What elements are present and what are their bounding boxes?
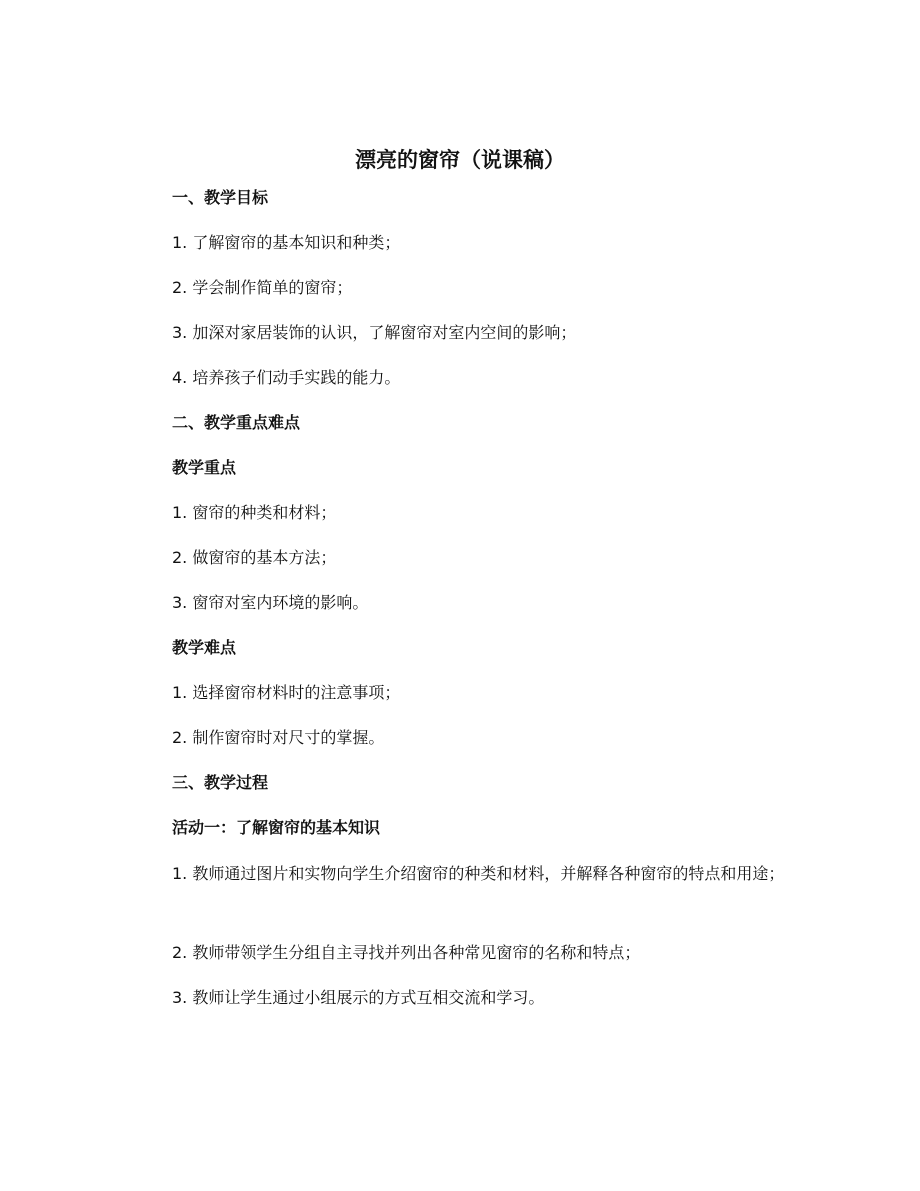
subheading-activity-1: 活动一：了解窗帘的基本知识 <box>172 818 381 837</box>
objective-item: 4. 培养孩子们动手实践的能力。 <box>172 368 401 387</box>
objective-item: 2. 学会制作简单的窗帘； <box>172 278 353 297</box>
objective-item: 3. 加深对家居装饰的认识，了解窗帘对室内空间的影响； <box>172 323 577 342</box>
subheading-focus: 教学重点 <box>172 458 237 477</box>
activity-item: 2. 教师带领学生分组自主寻找并列出各种常见窗帘的名称和特点； <box>172 943 641 962</box>
section-heading-key-points: 二、教学重点难点 <box>172 413 301 432</box>
focus-item: 2. 做窗帘的基本方法； <box>172 548 337 567</box>
difficulty-item: 2. 制作窗帘时对尺寸的掌握。 <box>172 728 385 747</box>
section-heading-process: 三、教学过程 <box>172 773 269 792</box>
activity-item: 3. 教师让学生通过小组展示的方式互相交流和学习。 <box>172 988 545 1007</box>
activity-item: 1. 教师通过图片和实物向学生介绍窗帘的种类和材料，并解释各种窗帘的特点和用途； <box>172 864 785 883</box>
page-title: 漂亮的窗帘（说课稿） <box>355 148 565 172</box>
focus-item: 3. 窗帘对室内环境的影响。 <box>172 593 369 612</box>
objective-item: 1. 了解窗帘的基本知识和种类； <box>172 233 401 252</box>
subheading-difficulty: 教学难点 <box>172 638 237 657</box>
difficulty-item: 1. 选择窗帘材料时的注意事项； <box>172 683 401 702</box>
focus-item: 1. 窗帘的种类和材料； <box>172 503 337 522</box>
section-heading-objectives: 一、教学目标 <box>172 188 269 207</box>
